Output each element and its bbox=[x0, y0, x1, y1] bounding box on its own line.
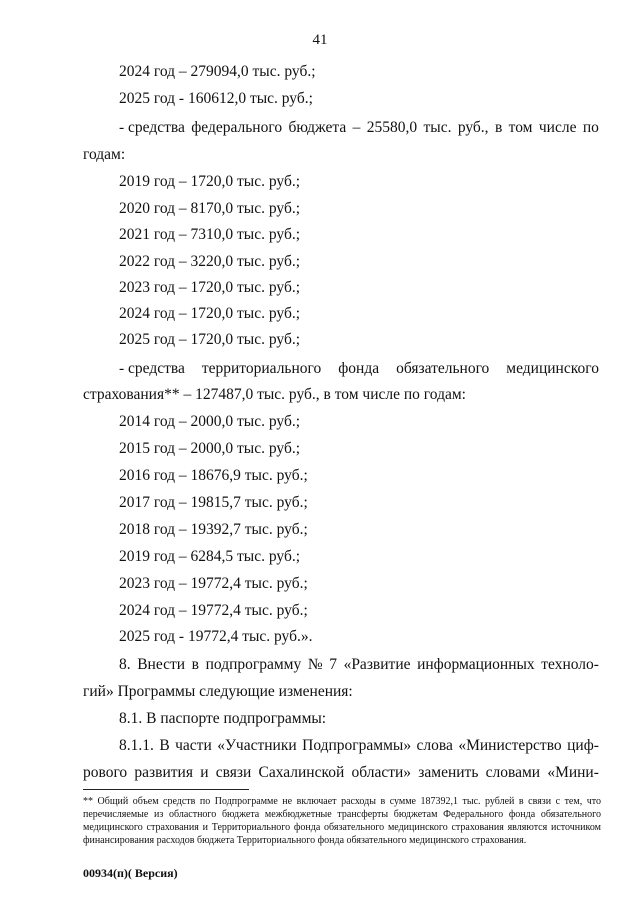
territorial-2016: 2016 год – 18676,9 тыс. руб.; bbox=[119, 467, 308, 484]
word: «Развитие bbox=[343, 656, 411, 673]
word: «Участники bbox=[217, 737, 297, 754]
word: области» bbox=[351, 764, 412, 781]
territorial-fund-line-2: страхования** – 127487,0 тыс. руб., в том числе по годам: bbox=[83, 386, 466, 403]
word: циф- bbox=[567, 737, 599, 754]
territorial-fund-line-1 bbox=[119, 360, 599, 378]
word: фонда bbox=[338, 360, 380, 377]
item-8-1-1-line-1 bbox=[119, 737, 599, 755]
territorial-2024: 2024 год – 19772,4 тыс. руб.; bbox=[119, 602, 308, 619]
word: территориального bbox=[201, 360, 322, 377]
word: - средства bbox=[119, 119, 185, 136]
word: тыс. bbox=[423, 119, 452, 136]
word: и bbox=[200, 764, 209, 781]
word: 25580,0 bbox=[366, 119, 418, 136]
territorial-2018: 2018 год – 19392,7 тыс. руб.; bbox=[119, 521, 308, 538]
federal-2024: 2024 год – 1720,0 тыс. руб.; bbox=[119, 305, 301, 322]
territorial-2015: 2015 год – 2000,0 тыс. руб.; bbox=[119, 440, 301, 457]
word: Сахалинской bbox=[258, 764, 345, 781]
word: бюджета bbox=[288, 119, 347, 136]
federal-2021: 2021 год – 7310,0 тыс. руб.; bbox=[119, 226, 301, 243]
word: в bbox=[191, 656, 199, 673]
item-8-1-1-line-2 bbox=[83, 764, 599, 782]
word: словами bbox=[485, 764, 541, 781]
federal-2025: 2025 год – 1720,0 тыс. руб.; bbox=[119, 331, 301, 348]
word: – bbox=[352, 119, 361, 136]
federal-budget-line-1 bbox=[119, 119, 599, 137]
word: «Министерство bbox=[458, 737, 562, 754]
footnote: ** Общий объем средств по Подпрограмме не включает расходы в сумме 187392,1 тыс. рублей в связи с тем, что перечисляемые из областного бюджета межбюджетные трансферты бюджетам Федерального фонда обязательного медицинского страхования и Территориального фонда обязательного медицинского страхования являются источником финансирования расходов бюджета Территориального фонда обязательного медицинского страхования. bbox=[83, 796, 601, 846]
footnote-divider bbox=[83, 789, 249, 790]
word: В bbox=[159, 737, 170, 754]
territorial-2019: 2019 год – 6284,5 тыс. руб.; bbox=[119, 548, 301, 565]
word: в bbox=[494, 119, 503, 136]
territorial-2025: 2025 год - 19772,4 тыс. руб.». bbox=[119, 628, 313, 645]
word: числе bbox=[538, 119, 577, 136]
word: подпрограмму bbox=[205, 656, 302, 673]
federal-2020: 2020 год – 8170,0 тыс. руб.; bbox=[119, 200, 301, 217]
page-number: 41 bbox=[312, 32, 328, 48]
item-8-line-2: гий» Программы следующие изменения: bbox=[83, 683, 353, 700]
word: 8.1.1. bbox=[119, 737, 154, 754]
word: - средства bbox=[119, 360, 185, 377]
item-8-1: 8.1. В паспорте подпрограммы: bbox=[119, 710, 327, 727]
word: руб., bbox=[457, 119, 489, 136]
document-code: 00934(п)( Версия) bbox=[83, 866, 178, 880]
word: слова bbox=[416, 737, 453, 754]
word: Внести bbox=[137, 656, 186, 673]
item-8-line-1 bbox=[119, 656, 599, 674]
word: развития bbox=[134, 764, 193, 781]
word: том bbox=[508, 119, 533, 136]
word: по bbox=[582, 119, 599, 136]
federal-2023: 2023 год – 1720,0 тыс. руб.; bbox=[119, 279, 301, 296]
word: Подпрограммы» bbox=[302, 737, 412, 754]
word: обязательного bbox=[396, 360, 490, 377]
territorial-2014: 2014 год – 2000,0 тыс. руб.; bbox=[119, 413, 301, 430]
line-2024-total: 2024 год – 279094,0 тыс. руб.; bbox=[119, 63, 316, 80]
federal-budget-line-2: годам: bbox=[83, 146, 126, 163]
word: 7 bbox=[329, 656, 337, 673]
territorial-2023: 2023 год – 19772,4 тыс. руб.; bbox=[119, 575, 308, 592]
federal-2019: 2019 год – 1720,0 тыс. руб.; bbox=[119, 173, 301, 190]
word: № bbox=[307, 656, 323, 673]
territorial-2017: 2017 год – 19815,7 тыс. руб.; bbox=[119, 494, 308, 511]
word: 8. bbox=[119, 656, 131, 673]
word: «Мини- bbox=[547, 764, 599, 781]
word: части bbox=[175, 737, 212, 754]
federal-2022: 2022 год – 3220,0 тыс. руб.; bbox=[119, 253, 301, 270]
word: информационных bbox=[417, 656, 535, 673]
line-2025-total: 2025 год - 160612,0 тыс. руб.; bbox=[119, 90, 313, 107]
word: рового bbox=[83, 764, 128, 781]
word: техноло- bbox=[541, 656, 599, 673]
word: медицинского bbox=[506, 360, 599, 377]
word: заменить bbox=[418, 764, 479, 781]
word: связи bbox=[215, 764, 252, 781]
word: федерального bbox=[191, 119, 283, 136]
